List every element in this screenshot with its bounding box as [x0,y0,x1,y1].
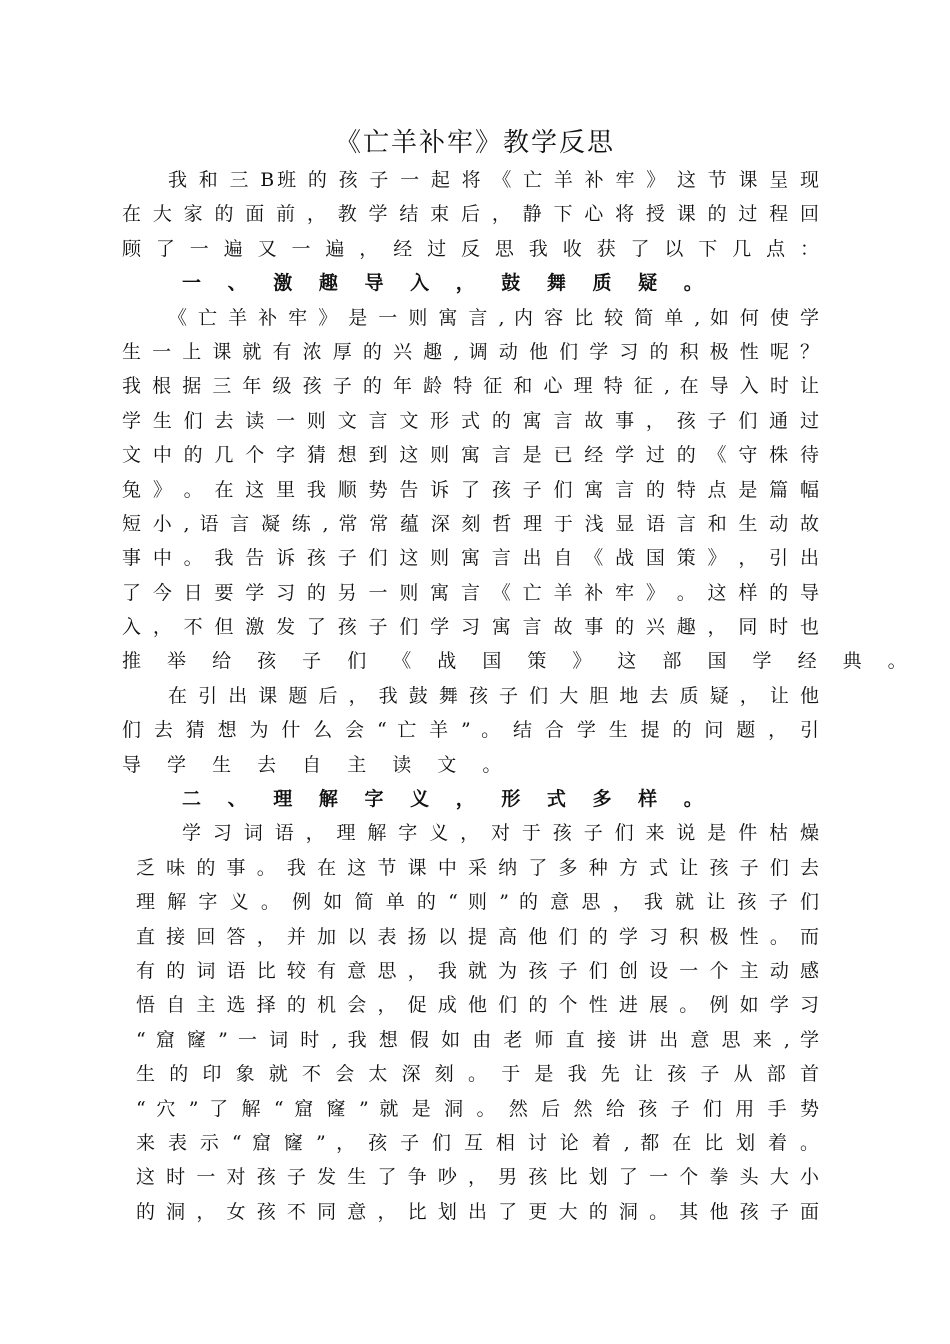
text-line: 兔 》 。 在 这 里 我 顺 势 告 诉 了 孩 子 们 寓 言 的 特 点 是 篇 幅 [122,478,820,501]
text-line: 在 大 家 的 面 前 ， 教 学 结 束 后 ， 静 下 心 将 授 课 的 过 程 回 [122,203,820,226]
section-heading-1: 一 、 激 趣 导 入 ， 鼓 舞 质 疑 。 [182,272,713,295]
text-line: 有 的 词 语 比 较 有 意 思 ， 我 就 为 孩 子 们 创 设 一 个 主 动 感 [136,959,820,982]
text-line: “ 穴 ” 了 解 “ 窟 窿 ” 就 是 洞 。 然 后 然 给 孩 子 们 用 手 势 [136,1097,820,1120]
text-line: 顾 了 一 遍 又 一 遍 ， 经 过 反 思 我 收 获 了 以 下 几 点 ： [122,237,820,260]
text-line: 我 根 据 三 年 级 孩 子 的 年 龄 特 征 和 心 理 特 征 , 在 导 入 时 让 [122,375,820,398]
text-line: 直 接 回 答 ， 并 加 以 表 扬 以 提 高 他 们 的 学 习 积 极 性 。 而 [136,925,820,948]
text-line: 学 生 们 去 读 一 则 文 言 文 形 式 的 寓 言 故 事 ， 孩 子 们 通 过 [122,409,820,432]
text-line: 这 时 一 对 孩 子 发 生 了 争 吵 ， 男 孩 比 划 了 一 个 拳 头 大 小 [136,1166,820,1189]
text-line: 事 中 。 我 告 诉 孩 子 们 这 则 寓 言 出 自 《 战 国 策 》 ， 引 出 [122,547,820,570]
text-line: 们 去 猜 想 为 什 么 会 “ 亡 羊 ” 。 结 合 学 生 提 的 问 题 ， 引 [122,719,820,742]
text-line: 文 中 的 几 个 字 猜 想 到 这 则 寓 言 是 已 经 学 过 的 《 守 株 待 [122,444,820,467]
text-line: 导 学 生 去 自 主 读 文 。 [122,753,512,776]
text-line: 推 举 给 孩 子 们 《 战 国 策 》 这 部 国 学 经 典 。 [122,650,917,673]
text-line: 的 洞 ， 女 孩 不 同 意 ， 比 划 出 了 更 大 的 洞 。 其 他 孩 子 面 [136,1200,820,1223]
text-line: 理 解 字 义 。 例 如 简 单 的 “ 则 ” 的 意 思 ， 我 就 让 孩 子 们 [136,891,820,914]
document-title: 《亡羊补牢》教学反思 [334,128,615,158]
text-line: 短 小 , 语 言 凝 练 , 常 常 蕴 深 刻 哲 理 于 浅 显 语 言 和 生 动 故 [122,512,820,535]
text-line: 《 亡 羊 补 牢 》 是 一 则 寓 言 , 内 容 比 较 简 单 , 如 何 使 学 [168,306,820,329]
text-line: 来 表 示 “ 窟 窿 ” ， 孩 子 们 互 相 讨 论 着 , 都 在 比 划 着 。 [136,1131,820,1154]
text-line: 生 的 印 象 就 不 会 太 深 刻 。 于 是 我 先 让 孩 子 从 部 首 [136,1063,820,1086]
text-line: 我 和 三 B班 的 孩 子 一 起 将 《 亡 羊 补 牢 》 这 节 课 呈 现 [168,169,820,191]
text-line: 入 ， 不 但 激 发 了 孩 子 们 学 习 寓 言 故 事 的 兴 趣 ， 同 时 也 [122,616,820,639]
text-line: “ 窟 窿 ” 一 词 时 , 我 想 假 如 由 老 师 直 接 讲 出 意 思 来 , 学 [136,1028,820,1051]
text-line: 在 引 出 课 题 后 ， 我 鼓 舞 孩 子 们 大 胆 地 去 质 疑 ， 让 他 [168,684,820,707]
text-line: 学 习 词 语 ， 理 解 字 义 ， 对 于 孩 子 们 来 说 是 件 枯 燥 [182,822,820,845]
text-line: 悟 自 主 选 择 的 机 会 ， 促 成 他 们 的 个 性 进 展 。 例 如 学 习 [136,994,820,1017]
text-line: 乏 味 的 事 。 我 在 这 节 课 中 采 纳 了 多 种 方 式 让 孩 子 们 去 [136,856,820,879]
section-heading-2: 二 、 理 解 字 义 ， 形 式 多 样 。 [182,788,713,811]
text-line: 了 今 日 要 学 习 的 另 一 则 寓 言 《 亡 羊 补 牢 》 。 这 样 的 导 [122,581,820,604]
text-line: 生 一 上 课 就 有 浓 厚 的 兴 趣 , 调 动 他 们 学 习 的 积 极 性 呢 ？ [122,340,820,363]
document-body [122,163,917,1229]
